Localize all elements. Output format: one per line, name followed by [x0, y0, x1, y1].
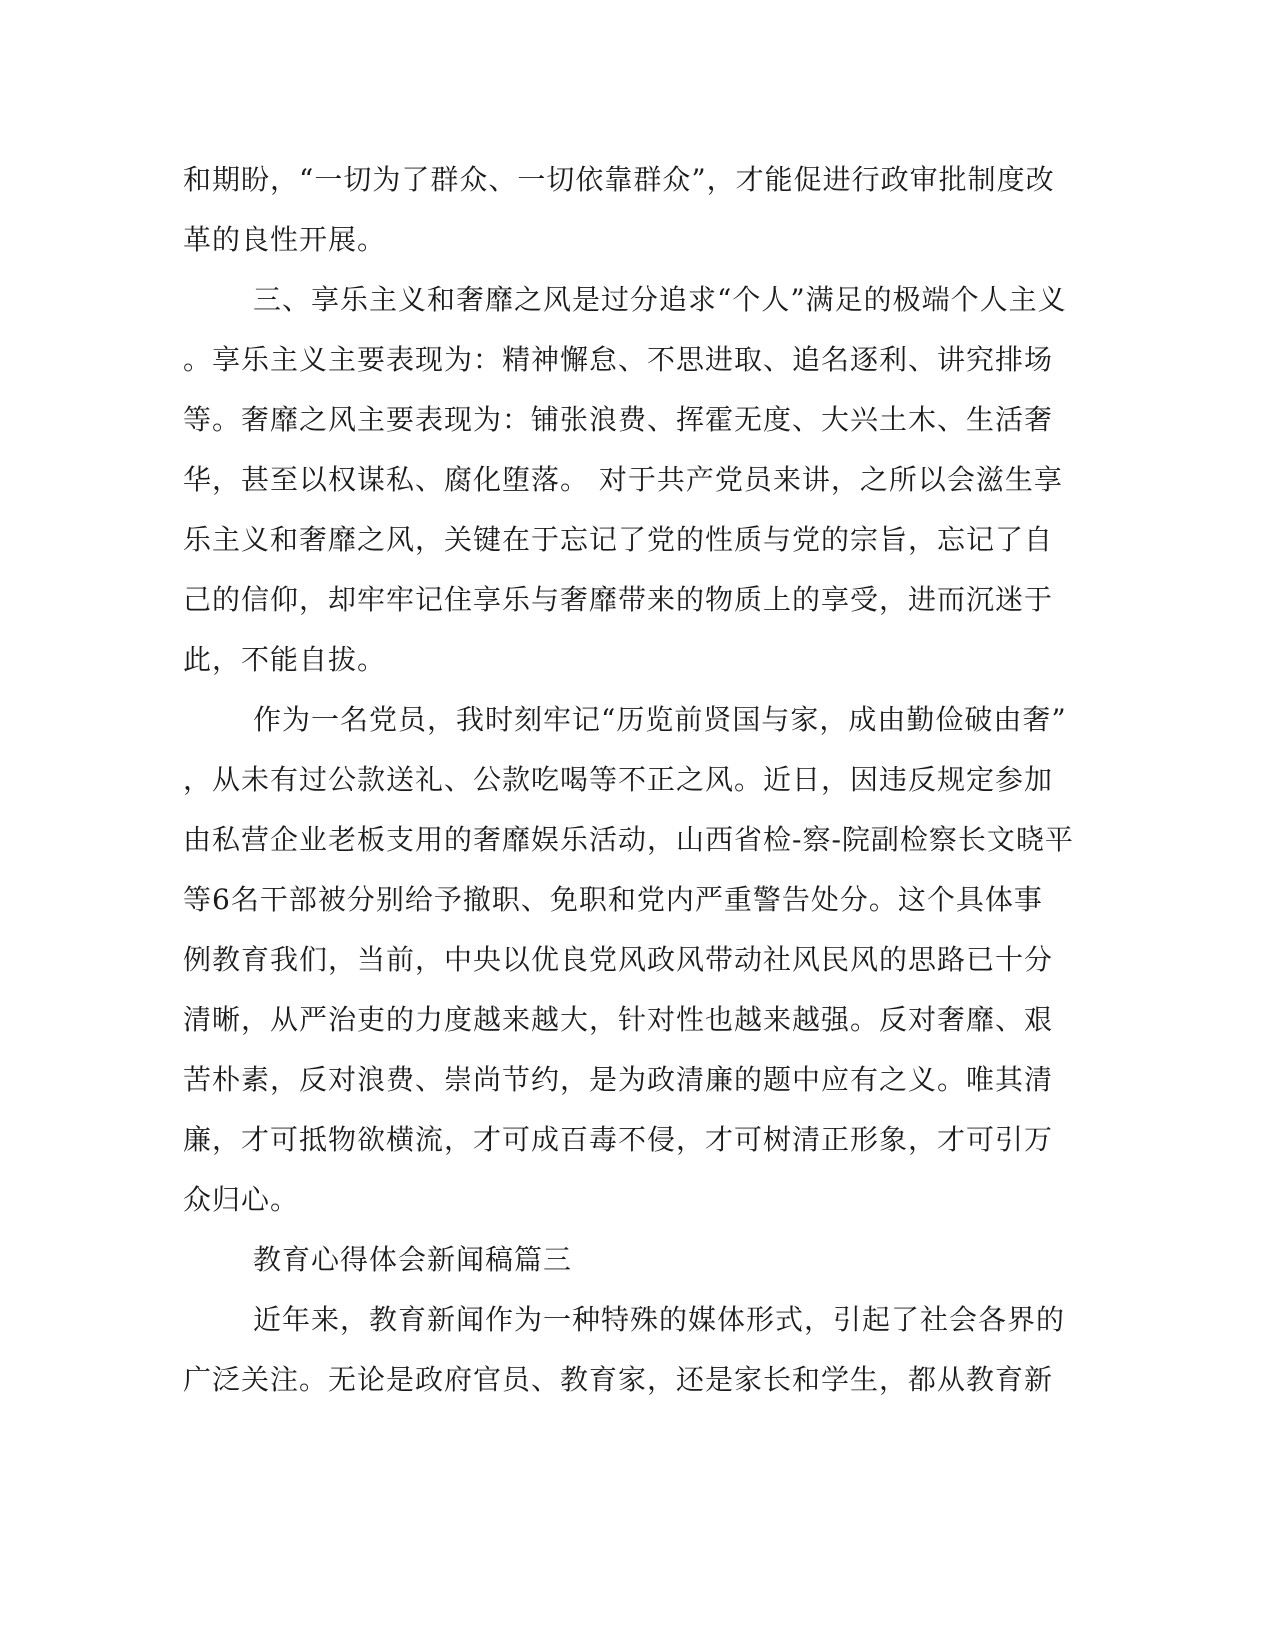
text-line-12: 由私营企业老板支用的奢靡娱乐活动，山西省检-察-院副检察长文晓平 — [183, 823, 1074, 856]
text-line-17: 廉，才可抵物欲横流，才可成百毒不侵，才可树清正形象，才可引万 — [183, 1123, 1054, 1156]
text-line-4: 。享乐主义主要表现为：精神懈怠、不思进取、追名逐利、讲究排场 — [183, 343, 1054, 376]
text-line-3: 三、享乐主义和奢靡之风是过分追求“个人”满足的极端个人主义 — [253, 283, 1067, 316]
document-body — [183, 150, 1074, 1410]
text-line-11: ，从未有过公款送礼、公款吃喝等不正之风。近日，因违反规定参加 — [183, 763, 1054, 796]
text-line-20: 近年来，教育新闻作为一种特殊的媒体形式，引起了社会各界的 — [253, 1303, 1066, 1336]
text-line-7: 乐主义和奢靡之风，关键在于忘记了党的性质与党的宗旨，忘记了自 — [183, 523, 1054, 556]
text-line-16: 苦朴素，反对浪费、崇尚节约，是为政清廉的题中应有之义。唯其清 — [183, 1063, 1054, 1096]
text-line-5: 等。奢靡之风主要表现为：铺张浪费、挥霍无度、大兴土木、生活奢 — [183, 403, 1054, 436]
text-line-10: 作为一名党员，我时刻牢记“历览前贤国与家，成由勤俭破由奢” — [253, 703, 1067, 736]
text-line-18: 众归心。 — [183, 1183, 300, 1216]
text-line-14: 例教育我们，当前，中央以优良党风政风带动社风民风的思路已十分 — [183, 943, 1054, 976]
text-line-13: 等6名干部被分别给予撤职、免职和党内严重警告处分。这个具体事 — [183, 883, 1043, 916]
text-line-9: 此，不能自拔。 — [183, 643, 387, 676]
text-line-6: 华，甚至以权谋私、腐化堕落。 对于共产党员来讲，之所以会滋生享 — [183, 463, 1063, 496]
text-line-8: 己的信仰，却牢牢记住享乐与奢靡带来的物质上的享受，进而沉迷于 — [183, 583, 1054, 616]
text-line-21: 广泛关注。无论是政府官员、教育家，还是家长和学生，都从教育新 — [183, 1363, 1054, 1396]
section-heading: 教育心得体会新闻稿篇三 — [253, 1243, 573, 1276]
text-line-2: 革的良性开展。 — [183, 223, 387, 256]
text-line-1: 和期盼，“一切为了群众、一切依靠群众”，才能促进行政审批制度改 — [183, 163, 1055, 196]
text-line-15: 清晰，从严治吏的力度越来越大，针对性也越来越强。反对奢靡、艰 — [183, 1003, 1054, 1036]
